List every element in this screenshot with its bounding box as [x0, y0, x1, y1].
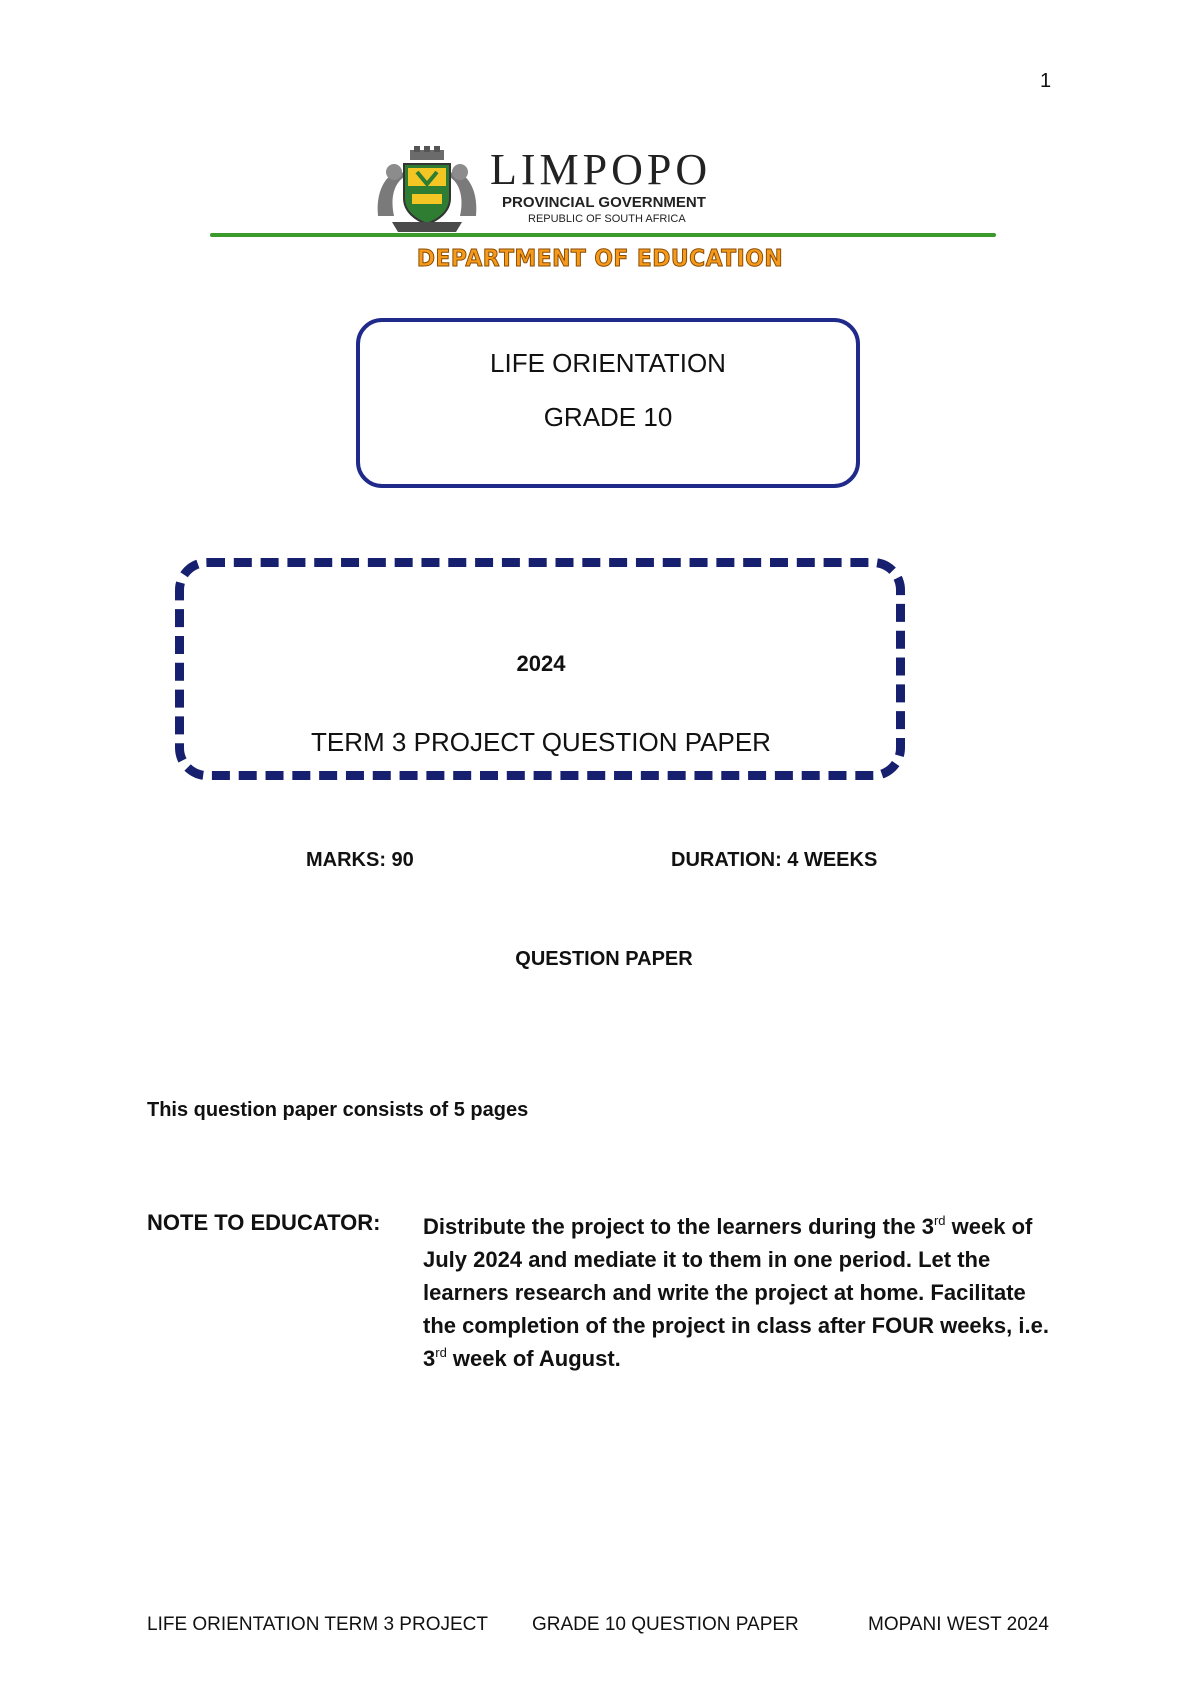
subject-title: LIFE ORIENTATION [490, 348, 726, 378]
term-title: TERM 3 PROJECT QUESTION PAPER [311, 727, 771, 757]
marks-label: MARKS: 90 [306, 849, 414, 871]
duration-label: DURATION: 4 WEEKS [671, 849, 878, 871]
footer-right: MOPANI WEST 2024 [868, 1614, 1049, 1635]
note-label-text: NOTE TO EDUCATOR [147, 1210, 374, 1235]
limpopo-logo [372, 146, 772, 234]
note-text-part3: week of August. [446, 1346, 621, 1371]
logo-subtitle-country: REPUBLIC OF SOUTH AFRICA [528, 213, 686, 225]
grade-title: GRADE 10 [543, 402, 673, 432]
note-label-colon: : [373, 1210, 381, 1235]
page-number: 1 [1040, 70, 1052, 92]
note-label [147, 1210, 380, 1236]
note-sup1: rd [933, 1213, 946, 1228]
logo-name: LIMPOPO [490, 145, 712, 194]
logo-subtitle: PROVINCIAL GOVERNMENT [502, 194, 706, 211]
note-text-part2: week of July 2024 and mediate it to them in one period. Let the learners research and write the project at home. Facilitate the completion of the project in class after FOUR weeks, i.e. 3 [423, 1214, 1049, 1371]
note-text-part1: Distribute the project to the learners during the 3 [423, 1214, 934, 1239]
note-sup2: rd [435, 1345, 447, 1360]
header-divider [210, 233, 996, 237]
coat-of-arms-icon [372, 146, 482, 234]
pages-note: This question paper consists of 5 pages [147, 1099, 529, 1121]
year-label: 2024 [516, 651, 566, 676]
page-footer [147, 1614, 1067, 1640]
footer-center: GRADE 10 QUESTION PAPER [532, 1614, 799, 1635]
department-title: DEPARTMENT OF EDUCATION [416, 246, 784, 272]
note-body [423, 1210, 1063, 1375]
question-paper-label: QUESTION PAPER [515, 948, 693, 970]
subject-box [356, 318, 860, 488]
footer-left: LIFE ORIENTATION TERM 3 PROJECT [147, 1614, 488, 1635]
